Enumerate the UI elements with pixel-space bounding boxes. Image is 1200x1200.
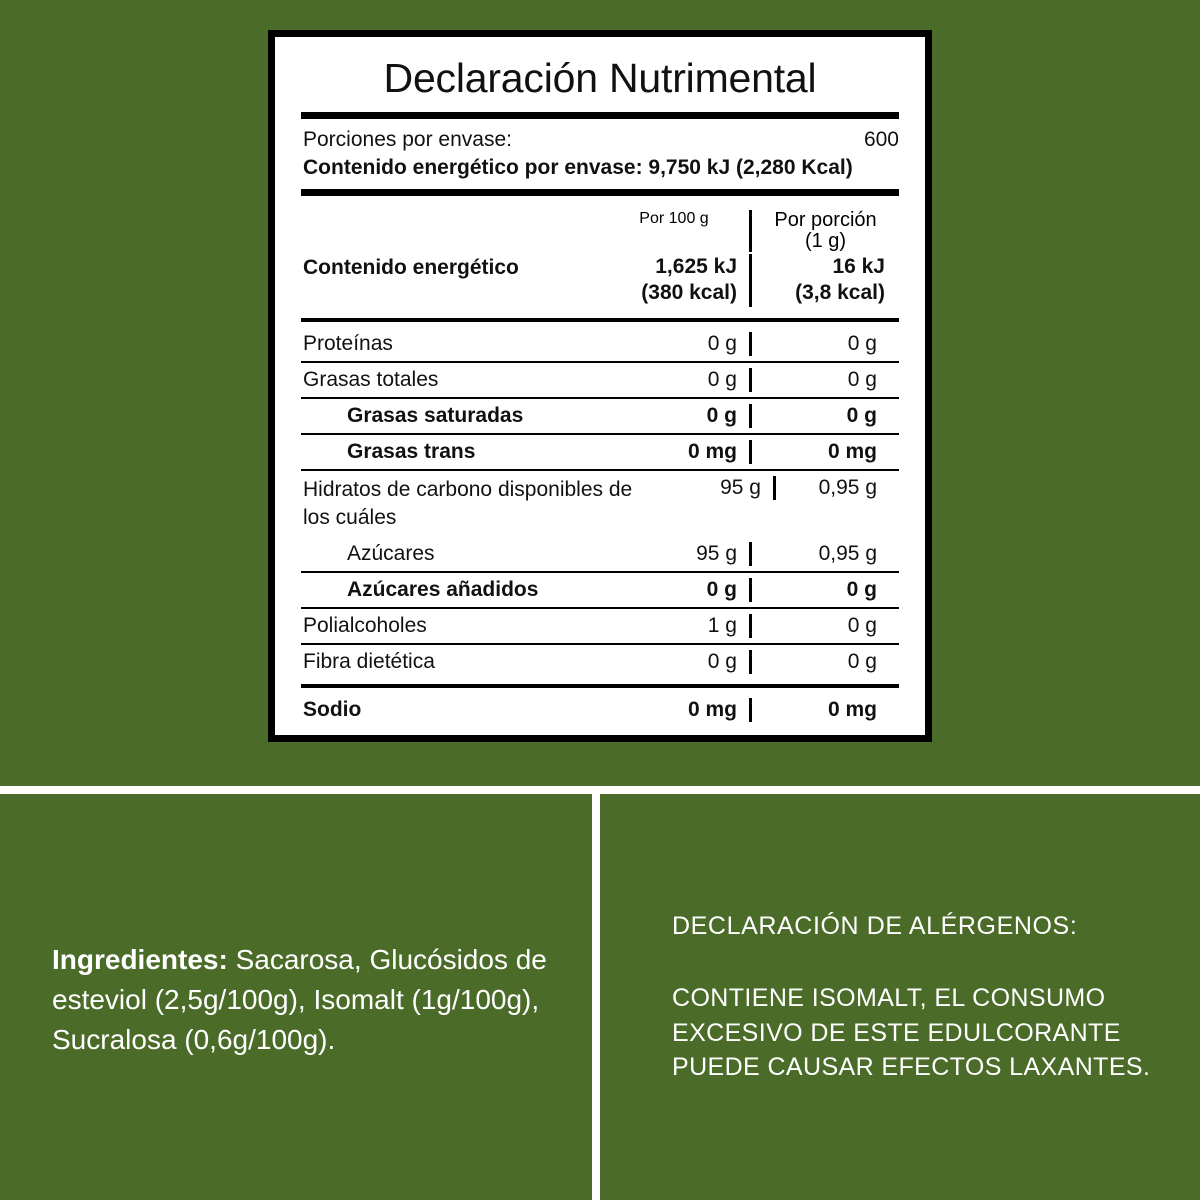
nutrition-panel — [268, 30, 932, 742]
energy-row-per-portion-kj: 16 kJ — [832, 255, 885, 278]
row-per-portion: 0 mg — [749, 440, 899, 464]
energy-row-label: Contenido energético — [303, 256, 519, 279]
row-per-100g: 0 g — [707, 331, 737, 355]
table-row — [301, 435, 899, 469]
ingredients-block — [52, 940, 572, 1059]
column-header-per-100g: Por 100 g — [639, 210, 709, 227]
energy-row-per-100g-kcal: (380 kcal) — [641, 281, 737, 305]
row-label: Azúcares añadidos — [347, 578, 539, 602]
table-row — [301, 645, 899, 679]
table-row — [301, 609, 899, 643]
header-divider — [301, 189, 899, 196]
energy-row-per-100g-kj: 1,625 kJ — [655, 255, 737, 278]
table-row — [301, 573, 899, 607]
row-per-100g: 0 g — [706, 403, 737, 427]
row-per-portion: 0 g — [749, 332, 899, 356]
row-label: Proteínas — [303, 331, 393, 355]
row-per-100g: 0 mg — [687, 439, 737, 463]
servings-row — [301, 125, 899, 154]
row-per-100g: 0 g — [706, 578, 737, 602]
table-row — [301, 537, 899, 571]
row-per-100g: 0 g — [707, 367, 737, 391]
row-per-portion: 0 g — [749, 578, 899, 602]
table-row — [301, 327, 899, 361]
allergens-title: DECLARACIÓN DE ALÉRGENOS: — [672, 912, 1078, 940]
row-per-portion: 0 g — [749, 368, 899, 392]
row-label: Sodio — [303, 698, 362, 722]
allergens-text: CONTIENE ISOMALT, EL CONSUMO EXCESIVO DE ESTE EDULCORANTE PUEDE CAUSAR EFECTOS LAXANTES. — [672, 984, 1151, 1081]
row-label: Grasas totales — [303, 367, 439, 391]
row-divider — [301, 684, 899, 688]
row-per-portion: 0 g — [749, 614, 899, 638]
row-label: Fibra dietética — [303, 650, 435, 674]
allergens-block — [672, 912, 1172, 1085]
column-header-name — [301, 210, 599, 252]
row-per-100g: 95 g — [696, 542, 737, 566]
row-per-portion: 0,95 g — [773, 476, 899, 500]
servings-value: 600 — [863, 128, 899, 151]
row-per-100g: 95 g — [720, 475, 761, 499]
energy-row-per-portion — [749, 254, 899, 307]
servings-label: Porciones por envase: — [303, 128, 512, 151]
row-per-portion: 0,95 g — [749, 542, 899, 566]
energy-divider — [301, 318, 899, 322]
row-label: Hidratos de carbono disponibles de los cuáles — [303, 477, 633, 529]
energy-row — [301, 254, 899, 313]
panel-title: Declaración Nutrimental — [383, 55, 817, 101]
table-row — [301, 693, 899, 727]
column-headers — [301, 202, 899, 254]
table-row — [301, 399, 899, 433]
row-per-100g: 0 mg — [687, 698, 737, 722]
column-header-per-portion-main: Por porción — [774, 209, 877, 231]
column-header-per-portion-sub: (1 g) — [804, 230, 847, 252]
row-per-100g: 0 g — [707, 650, 737, 674]
row-per-portion: 0 g — [749, 404, 899, 428]
horizontal-divider — [0, 786, 1200, 794]
ingredients-text: Sacarosa, Glucósidos de esteviol (2,5g/100g), Isomalt (1g/100g), Sucralosa (0,6g/100g). — [52, 944, 547, 1055]
energy-row-per-portion-kcal: (3,8 kcal) — [795, 281, 885, 305]
vertical-divider — [592, 794, 600, 1200]
row-per-portion: 0 g — [749, 650, 899, 674]
table-row — [301, 471, 899, 538]
ingredients-label: Ingredientes: — [52, 944, 228, 975]
table-row — [301, 363, 899, 397]
row-label: Polialcoholes — [303, 614, 427, 638]
row-label: Grasas saturadas — [347, 403, 524, 427]
row-per-100g: 1 g — [707, 614, 737, 638]
row-label: Azúcares — [347, 542, 435, 566]
row-label: Grasas trans — [347, 439, 476, 463]
title-divider — [301, 112, 899, 119]
energy-row-per-100g — [599, 254, 749, 307]
row-per-portion: 0 mg — [749, 698, 899, 722]
column-header-per-portion — [749, 210, 899, 252]
energy-per-package: Contenido energético por envase: 9,750 kJ (2,280 Kcal) — [303, 156, 853, 179]
